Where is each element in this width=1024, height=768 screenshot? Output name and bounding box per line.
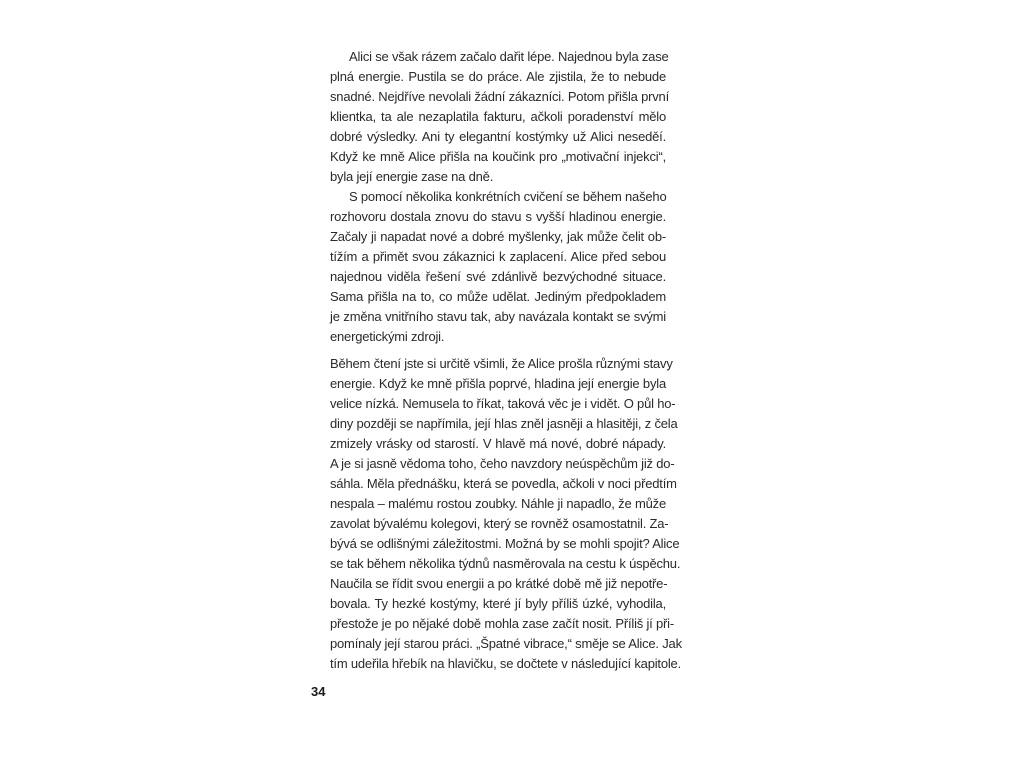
text-line: Během čtení jste si určitě všimli, že Alice prošla různými stavy bbox=[330, 356, 673, 371]
page-number: 34 bbox=[311, 684, 326, 699]
text-line: tížím a přimět svou zákaznici k zaplacení. Alice před sebou bbox=[330, 249, 666, 264]
text-line: A je si jasně vědoma toho, čeho navzdory neúspěchům již do- bbox=[330, 456, 675, 471]
text-line: zmizely vrásky od starostí. V hlavě má nové, dobré nápady. bbox=[330, 436, 666, 451]
text-line: energie. Když ke mně přišla poprvé, hladina její energie byla bbox=[330, 376, 666, 391]
text-line: Naučila se řídit svou energii a po krátké době mě již nepotře- bbox=[330, 576, 668, 591]
text-line: bývá se odlišnými záležitostmi. Možná by se mohli spojit? Alice bbox=[330, 536, 680, 551]
text-line: se tak během několika týdnů nasměrovala na cestu k úspěchu. bbox=[330, 556, 681, 571]
text-line: diny později se napřímila, její hlas zněl jasněji a hlasitěji, z čela bbox=[330, 416, 678, 431]
text-line: byla její energie zase na dně. bbox=[330, 169, 494, 184]
text-line: rozhovoru dostala znovu do stavu s vyšší hladinou energie. bbox=[330, 209, 666, 224]
text-block-bottom bbox=[330, 354, 682, 674]
text-block-top bbox=[330, 47, 669, 347]
text-line: bovala. Ty hezké kostýmy, které jí byly příliš úzké, vyhodila, bbox=[330, 596, 666, 611]
text-line: energetickými zdroji. bbox=[330, 329, 445, 344]
text-line: přestože je po nějaké době mohla zase začít nosit. Příliš jí při- bbox=[330, 616, 674, 631]
text-line: tím udeřila hřebík na hlavičku, se dočtete v následující kapitole. bbox=[330, 656, 681, 671]
text-line: sáhla. Měla přednášku, která se povedla, ačkoli v noci předtím bbox=[330, 476, 677, 491]
text-line: Sama přišla na to, co může udělat. Jediným předpokladem bbox=[330, 289, 666, 304]
text-line: pomínaly její starou práci. „Špatné vibrace,“ směje se Alice. Jak bbox=[330, 636, 682, 651]
text-line: snadné. Nejdříve nevolali žádní zákazníci. Potom přišla první bbox=[330, 89, 669, 104]
text-line: velice nízká. Nemusela to říkat, taková věc je i vidět. O půl ho- bbox=[330, 396, 676, 411]
text-line: zavolat bývalému kolegovi, který se rovněž osamostatnil. Za- bbox=[330, 516, 669, 531]
text-line: je změna vnitřního stavu tak, aby navázala kontakt se svými bbox=[330, 309, 666, 324]
text-line: nespala – malému rostou zoubky. Náhle ji napadlo, že může bbox=[330, 496, 666, 511]
text-line: najednou viděla řešení své zdánlivě bezvýchodné situace. bbox=[330, 269, 666, 284]
text-line: dobré výsledky. Ani ty elegantní kostýmky už Alici neseděí. bbox=[330, 129, 666, 144]
text-line: S pomocí několika konkrétních cvičení se během našeho bbox=[349, 189, 667, 204]
text-line: Alici se však rázem začalo dařit lépe. Najednou byla zase bbox=[349, 49, 669, 64]
text-line: plná energie. Pustila se do práce. Ale zjistila, že to nebude bbox=[330, 69, 666, 84]
text-line: klientka, ta ale nezaplatila fakturu, ačkoli poradenství mělo bbox=[330, 109, 666, 124]
text-line: Začaly ji napadat nové a dobré myšlenky, jak může čelit ob- bbox=[330, 229, 666, 244]
text-line: Když ke mně Alice přišla na koučink pro „motivační injekci“, bbox=[330, 149, 666, 164]
